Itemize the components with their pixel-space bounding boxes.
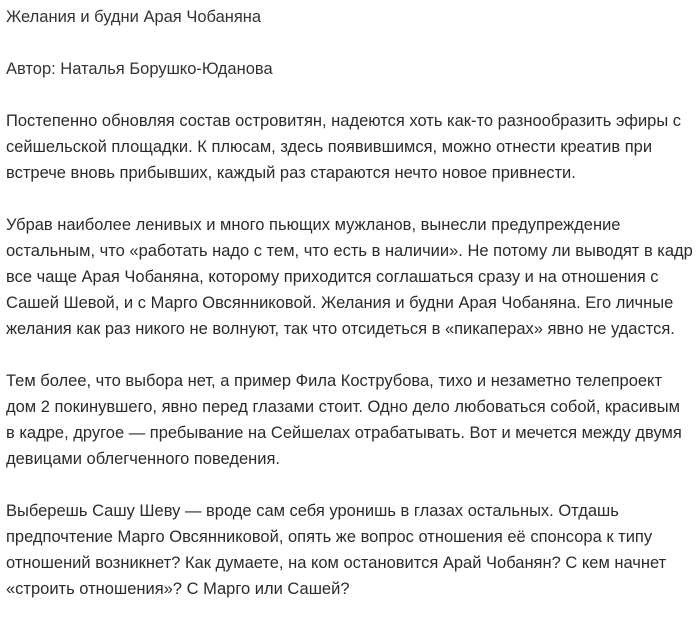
paragraph-2: Убрав наиболее ленивых и много пьющих мужланов, вынесли предупреждение остальным, что «работать надо с тем, что есть в наличии». Не потому ли выводят в кадр все чаще Арая Чобаняна, которому приходится соглашаться сразу и на отношения с Сашей Шевой, и с Марго Овсянниковой. Желания и будни Арая Чобаняна. Его личные желания как раз никого не волнуют, так что отсидеться в «пикаперах» явно не удастся.: [6, 216, 693, 338]
paragraph-3: Тем более, что выбора нет, а пример Фила Кострубова, тихо и незаметно телепроект дом 2 покинувшего, явно перед глазами стоит. Одно дело любоваться собой, красивым в кадре, другое — пребывание на Сейшелах отрабатывать. Вот и мечется между двумя девицами облегченного поведения.: [6, 372, 682, 468]
paragraph-1: Постепенно обновляя состав островитян, надеются хоть как-то разнообразить эфиры с сейшельской площадки. К плюсам, здесь появившимся, можно отнести креатив при встрече вновь прибывших, каждый раз стараются нечто новое привнести.: [6, 112, 682, 182]
paragraph-4: Выберешь Сашу Шеву — вроде сам себя уронишь в глазах остальных. Отдашь предпочтение Марго Овсянниковой, опять же вопрос отношения её спонсора к типу отношений возникнет? Как думаете, на ком остановится Арай Чобанян? С кем начнет «строить отношения»? С Марго или Сашей?: [6, 502, 667, 598]
article-author: Автор: Наталья Борушко-Юданова: [6, 60, 273, 78]
article-title: Желания и будни Арая Чобаняна: [6, 8, 262, 26]
